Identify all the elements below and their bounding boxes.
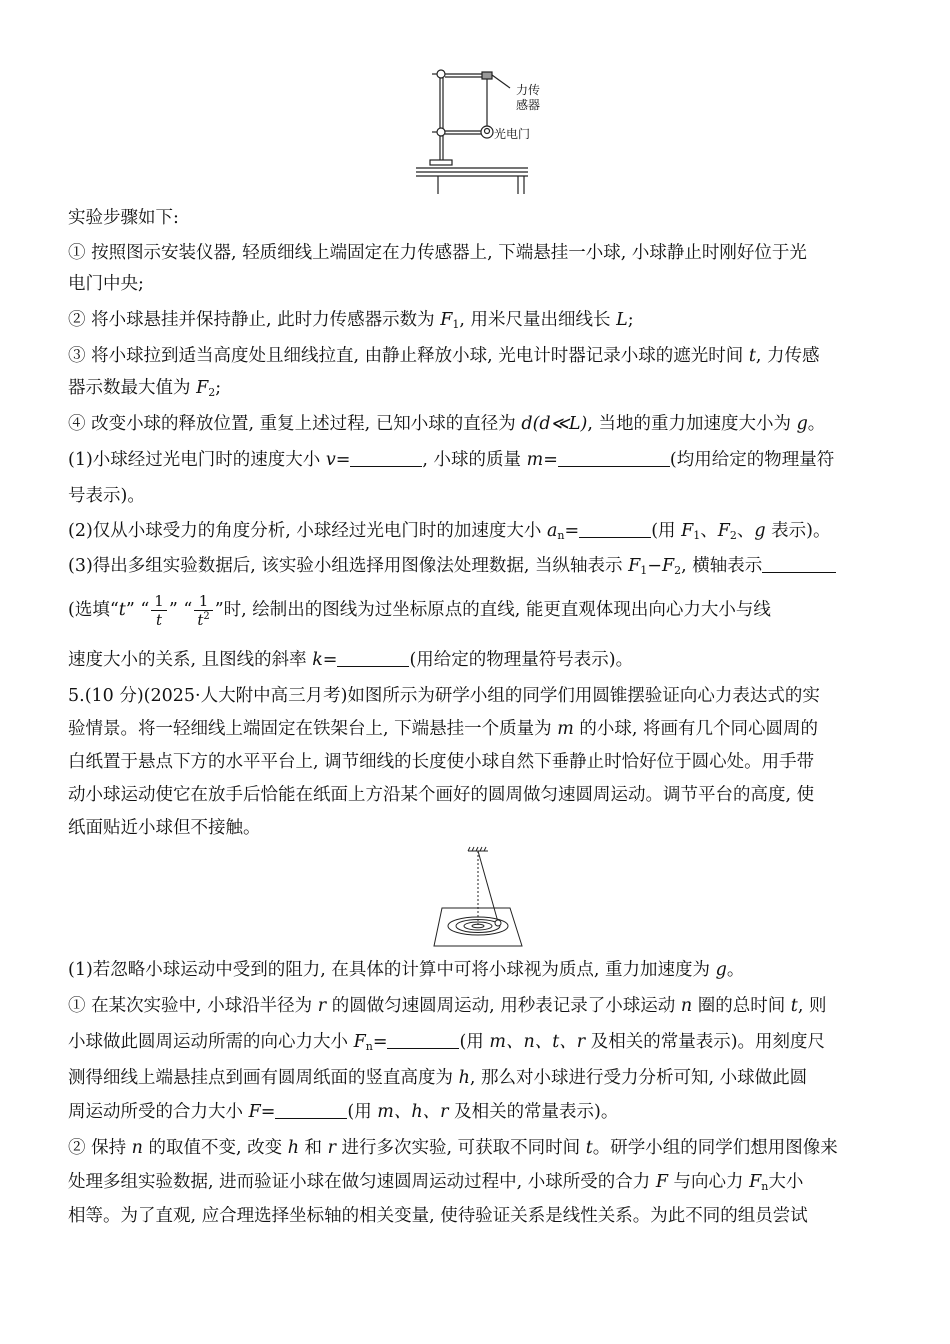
answer-blank-v[interactable]: [350, 450, 422, 467]
question-2: (2)仅从小球受力的角度分析, 小球经过光电门时的加速度大小 $a_n=$ (用 $F_1$、$F_2$、g 表示)。: [68, 521, 831, 542]
answer-blank-fn[interactable]: [387, 1032, 459, 1049]
question-1: (1)小球经过光电门时的速度大小 v= , 小球的质量 m= (均用给定的物理量符: [68, 450, 835, 470]
question-5-line-3: 白纸置于悬点下方的水平平台上, 调节细线的长度使小球自然下垂静止时恰好位于圆心处。用手带: [68, 752, 815, 772]
step-2: ② 将小球悬挂并保持静止, 此时力传感器示数为 $F_1$, 用米尺量出细线长 L;: [68, 310, 634, 331]
question-3-options: (选填“t” “ $\frac{1}{t}$ ” “ $\frac{1}{t^2}$ ”时, 绘制出的图线为过坐标原点的直线, 能更直观体现出向心力大小与线: [68, 592, 771, 629]
part-1-1-line-4: 周运动所受的合力大小 F= (用 m、h、r 及相关的常量表示)。: [68, 1102, 619, 1122]
answer-blank-x-axis[interactable]: [762, 556, 836, 573]
part-1-2-line-3: 相等。为了直观, 应合理选择坐标轴的相关变量, 使待验证关系是线性关系。为此不同的组员尝试: [68, 1206, 808, 1226]
label-force-sensor-1: 力传: [516, 83, 541, 97]
question-5-line-1: 5.(10 分)(2025·人大附中高三月考)如图所示为研学小组的同学们用圆锥摆验证向心力表达式的实: [68, 686, 820, 706]
part-1-1-line-3: 测得细线上端悬挂点到画有圆周纸面的竖直高度为 h, 那么对小球进行受力分析可知, 小球做此圆: [68, 1068, 808, 1088]
answer-blank-m[interactable]: [558, 450, 670, 467]
part-1-1: ① 在某次实验中, 小球沿半径为 r 的圆做匀速圆周运动, 用秒表记录了小球运动 n 圈的总时间 t, 则: [68, 996, 827, 1016]
figure-force-sensor-apparatus: [408, 64, 548, 196]
fraction-1-over-t: $\frac{1}{t}$: [151, 592, 167, 629]
part-1-2-cont: 处理多组实验数据, 进而验证小球在做匀速圆周运动过程中, 小球所受的合力 F 与向心力 $F_n$大小: [68, 1172, 804, 1193]
part-1-intro: (1)若忽略小球运动中受到的阻力, 在具体的计算中可将小球视为质点, 重力加速度为 g。: [68, 960, 745, 980]
part-1-2: ② 保持 n 的取值不变, 改变 h 和 r 进行多次实验, 可获取不同时间 t。研学小组的同学们想用图像来: [68, 1138, 838, 1158]
step-1-cont: 电门中央;: [68, 274, 144, 294]
step-4: ④ 改变小球的释放位置, 重复上述过程, 已知小球的直径为 d(d≪L), 当地的重力加速度大小为 g。: [68, 414, 826, 434]
step-1: ① 按照图示安装仪器, 轻质细线上端固定在力传感器上, 下端悬挂一小球, 小球静止时刚好位于光: [68, 243, 807, 263]
step-3: ③ 将小球拉到适当高度处且细线拉直, 由静止释放小球, 光电计时器记录小球的遮光时间 t, 力传感: [68, 346, 820, 366]
question-5-line-4: 动小球运动使它在放手后恰能在纸面上方沿某个画好的圆周做匀速圆周运动。调节平台的高度, 使: [68, 785, 815, 805]
step-3-cont: 器示数最大值为 $F_2$;: [68, 378, 222, 399]
answer-blank-an[interactable]: [579, 521, 651, 538]
label-force-sensor-2: 感器: [516, 98, 541, 112]
answer-blank-k[interactable]: [337, 650, 409, 667]
question-3-cont: 速度大小的关系, 且图线的斜率 k= (用给定的物理量符号表示)。: [68, 650, 634, 670]
part-1-1-cont: 小球做此圆周运动所需的向心力大小 $F_n=$ (用 m、n、t、r 及相关的常量表示)。用刻度尺: [68, 1032, 826, 1053]
question-1-cont: 号表示)。: [68, 486, 145, 506]
question-5-line-5: 纸面贴近小球但不接触。: [68, 818, 261, 838]
answer-blank-f[interactable]: [275, 1102, 347, 1119]
label-photogate: 光电门: [494, 127, 531, 141]
figure-conical-pendulum: [432, 846, 532, 950]
question-5-line-2: 验情景。将一轻细线上端固定在铁架台上, 下端悬挂一个质量为 m 的小球, 将画有几个同心圆周的: [68, 719, 818, 739]
fraction-1-over-t-squared: $\frac{1}{t^2}$: [194, 592, 212, 629]
question-3: (3)得出多组实验数据后, 该实验小组选择用图像法处理数据, 当纵轴表示 $F_1-F_2$, 横轴表示: [68, 554, 880, 578]
steps-title: 实验步骤如下:: [68, 208, 179, 228]
